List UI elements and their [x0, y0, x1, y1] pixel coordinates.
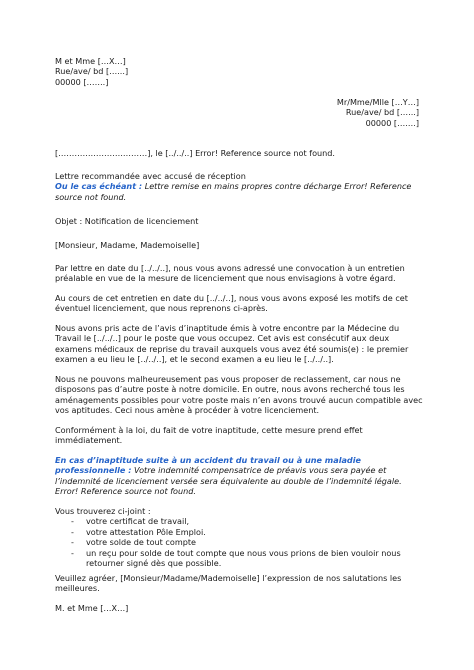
- dash-bullet: -: [71, 547, 74, 558]
- attachments-list: [55, 516, 419, 568]
- delivery-registered: Lettre recommandée avec accusé de réception: [55, 171, 246, 181]
- recipient-city: 00000 […….]: [365, 117, 419, 128]
- list-item: [55, 537, 419, 547]
- sender-city: 00000 […….]: [55, 76, 109, 87]
- signature: [55, 603, 419, 613]
- text-line: Nous ne pouvons malheureusement pas vous proposer de reclassement, car nous ne: [55, 374, 401, 384]
- text-line: vos aptitudes. Ceci nous amène à procéder à votre licenciement.: [55, 405, 320, 416]
- list-item-text: votre solde de tout compte: [86, 537, 196, 548]
- dash-bullet: -: [71, 526, 74, 537]
- list-item-text-cont: retourner signé dès que possible.: [86, 558, 222, 569]
- attachments: [55, 506, 419, 568]
- sender-address: [55, 56, 419, 87]
- list-item-text: votre certificat de travail,: [86, 516, 190, 527]
- dash-bullet: -: [71, 516, 74, 527]
- sender-name: M et Mme […X…]: [55, 56, 126, 66]
- closing-line: meilleures.: [55, 583, 100, 594]
- closing-line: Veuillez agréer, [Monsieur/Madame/Mademoiselle] l’expression de nos salutations les: [55, 573, 402, 583]
- text-line: préalable en vue de la mesure de licenciement que nous envisagions à votre égard.: [55, 273, 396, 284]
- text-line: examen a eu lieu le [../../..], et le second examen a eu lieu le [../../..].: [55, 354, 334, 365]
- accident-text-line: l’indemnité de licenciement versée sera équivalente au double de l’indemnité légale.: [55, 475, 402, 486]
- text-line: Conformément à la loi, du fait de votre inaptitude, cette mesure prend effet: [55, 425, 363, 435]
- dash-bullet: -: [71, 537, 74, 548]
- paragraph-effect: [55, 425, 419, 446]
- list-item-text: un reçu pour solde de tout compte que nous vous prions de bien vouloir nous: [86, 547, 401, 558]
- accident-label: En cas d’inaptitude suite à un accident du travail ou à une maladie: [55, 455, 361, 465]
- recipient-name: Mr/Mme/Mlle […Y…]: [336, 97, 419, 107]
- signature-text: M. et Mme […X…]: [55, 603, 129, 613]
- delivery-alt-text: Lettre remise en mains propres contre décharge Error! Reference: [142, 181, 412, 192]
- recipient-street: Rue/ave/ bd […...]: [345, 107, 419, 118]
- delivery-mode: [55, 171, 419, 202]
- recipient-address: [337, 97, 419, 128]
- text-line: aménagements possibles pour votre poste mais n’en avons trouvé aucun compatible avec: [55, 394, 423, 405]
- delivery-alt-label: Ou le cas échéant :: [55, 181, 143, 192]
- text-line: Travail le [../../..] pour le poste que vous occupez. Cet avis est consécutif aux deux: [55, 333, 390, 344]
- list-item: [55, 548, 419, 569]
- text-line: examens médicaux de reprise du travail auxquels vous avez été soumis(e) : le premier: [55, 343, 409, 354]
- paragraph-accident: [55, 455, 419, 497]
- subject: [55, 216, 419, 226]
- paragraph-convocation: [55, 263, 419, 284]
- text-line: immédiatement.: [55, 435, 123, 446]
- text-line: Nous avons pris acte de l’avis d’inaptitude émis à votre encontre par la Médecine du: [55, 323, 400, 333]
- delivery-alt-text-cont: source not found.: [55, 191, 127, 202]
- list-item: [55, 516, 419, 526]
- list-item-text: votre attestation Pôle Emploi.: [86, 526, 206, 537]
- paragraph-interview: [55, 293, 419, 314]
- paragraph-inaptitude: [55, 323, 419, 365]
- subject-text: Objet : Notification de licenciement: [55, 216, 199, 226]
- closing: [55, 573, 419, 594]
- place-date-text: [……………………………], le [../../..] Error! Reference source not found.: [55, 148, 335, 158]
- sender-street: Rue/ave/ bd […...]: [55, 66, 129, 77]
- accident-text-line: Error! Reference source not found.: [55, 486, 196, 497]
- delivery-alternative: [55, 181, 419, 191]
- accident-label-cont: professionnelle :: [55, 465, 132, 476]
- place-date: [55, 148, 419, 158]
- text-line: Au cours de cet entretien en date du [../../..], nous vous avons exposé les motifs de cet: [55, 293, 408, 303]
- accident-text-line: [55, 465, 419, 475]
- accident-text: Votre indemnité compensatrice de préavis vous sera payée et: [131, 465, 387, 476]
- text-line: Par lettre en date du [../../..], nous vous avons adressé une convocation à un entretien: [55, 263, 405, 273]
- list-item: [55, 527, 419, 537]
- attachments-intro: Vous trouverez ci-joint :: [55, 506, 151, 516]
- text-line: éventuel licenciement, que nous reprenons ci-après.: [55, 303, 268, 314]
- text-line: disposons pas d’autre poste à notre domicile. En outre, nous avons recherché tous les: [55, 384, 405, 395]
- paragraph-reclassement: [55, 374, 423, 416]
- salutation: [55, 240, 419, 250]
- salutation-text: [Monsieur, Madame, Mademoiselle]: [55, 240, 200, 250]
